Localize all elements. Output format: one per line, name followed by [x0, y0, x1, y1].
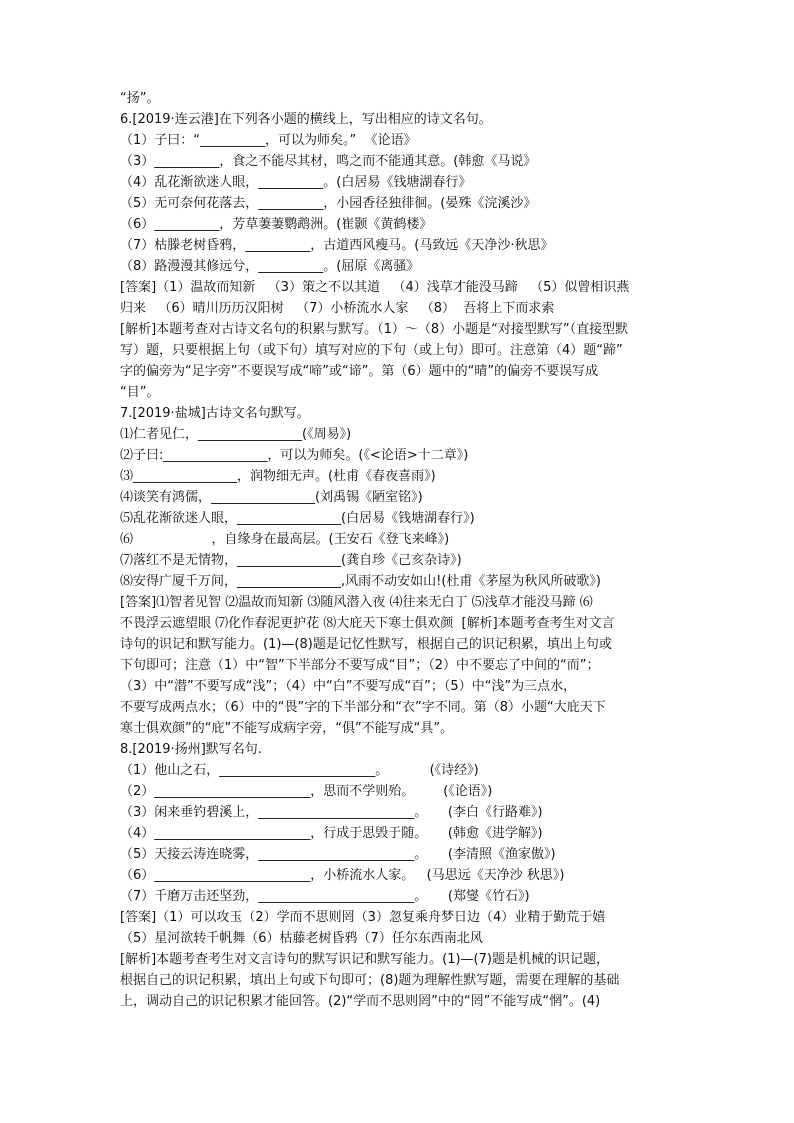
text-line: 根据自己的识记积累，填出上句或下句即可；(8)题为理解性默写题，需要在理解的基础 [120, 973, 620, 988]
text-line: （5）无可奈何花落去，__________，小园香径独徘徊。(晏殊《浣溪沙》 [120, 196, 537, 211]
text-line: 6.[2019·连云港]在下列各小题的横线上，写出相应的诗文名句。 [120, 112, 492, 127]
text-line: 寒士俱欢颜”的“庇”不能写成病字旁，“俱”不能写成“具”。 [120, 721, 454, 736]
text-line: 不要写成两点水；（6）中的“畏”字的下半部分和“衣”字不同。第（8）小题“大庇天下 [120, 700, 606, 715]
text-line: 诗句的识记和默写能力。(1)—(8)题是记忆性默写，根据自己的识记积累，填出上句或 [120, 637, 612, 652]
text-line: （7）千磨万击还坚劲，________________________。 (郑燮《竹石》) [120, 889, 530, 904]
text-line: ⑷谈笑有鸿儒，________________(刘禹锡《陋室铭》) [120, 490, 423, 505]
text-line: ⑹ ，自缘身在最高层。(王安石《登飞来峰》) [120, 532, 450, 547]
document-body [120, 88, 680, 1012]
text-line: （8）路漫漫其修远兮，__________。(屈原《离骚》 [120, 259, 420, 274]
text-line: （3）中“潜”不要写成“浅”；（4）中“白”不要写成“百”；（5）中“浅”为三点水， [120, 679, 577, 694]
text-line: （4）________________________，行成于思毁于随。 (韩愈《进学解》) [120, 826, 543, 841]
text-line: （1）子曰：“__________，可以为师矣。” 《论语》 [120, 133, 417, 148]
text-line: （2）________________________，思而不学则殆。 (《论语》) [120, 784, 493, 799]
text-line: （7）枯滕老树昏鸦，__________，古道西风瘦马。(马致远《天净沙·秋思》 [120, 238, 554, 253]
text-line: [答案]（1）可以攻玉（2）学而不思则罔（3）忽复乘舟梦日边（4）业精于勤荒于嬉 [120, 910, 606, 925]
text-line: [解析]本题考查对古诗文名句的积累与默写。（1）～（8）小题是“对接型默写”（直接型默 [120, 322, 629, 337]
text-line: [答案]（1）温故而知新 （3）策之不以其道 （4）浅草才能没马蹄 （5）似曾相识燕 [120, 280, 630, 295]
text-line: （6）________________________，小桥流水人家。 (马思远《天净沙 秋思》) [120, 868, 565, 883]
text-line: 字的偏旁为“足字旁”不要误写成“啼”或“谛”。第（6）题中的“晴”的偏旁不要误写成 [120, 364, 599, 379]
text-line: ⑺落红不是无情物，________________(龚自珍《己亥杂诗》) [120, 553, 462, 568]
text-line: ⑶________________，润物细无声。(杜甫《春夜喜雨》) [120, 469, 436, 484]
text-line: （3）__________，食之不能尽其材，鸣之而不能通其意。(韩愈《马说》 [120, 154, 537, 169]
text-line: ⑵子曰:________________，可以为师矣。(《<论语>十二章》) [120, 448, 469, 463]
text-line: （4）乱花渐欲迷人眼，__________。(白居易《钱塘湖春行》 [120, 175, 472, 190]
text-line: 下句即可；注意（1）中“智”下半部分不要写成“目”；（2）中不要忘了中间的“而”； [120, 658, 600, 673]
text-line: （5）星河欲转千帆舞（6）枯藤老树昏鸦（7）任尔东西南北风 [120, 931, 483, 946]
text-line: （1）他山之石，________________________。 (《诗经》) [120, 763, 479, 778]
text-line: 不畏浮云遮望眼 ⑺化作春泥更护花 ⑻大庇天下寒士俱欢颜 [解析]本题考查考生对文言 [120, 616, 615, 631]
text-line: “目”。 [120, 385, 160, 400]
text-line: （3）闲来垂钓碧溪上，________________________。 (李白《行路难》) [120, 805, 543, 820]
text-line: （6）__________，芳草萋萋鹦鹉洲。(崔颢《黄鹤楼》 [120, 217, 433, 232]
text-line: （5）天接云涛连晓雾，________________________。 (李清照《渔家傲》) [120, 847, 556, 862]
text-line: 7.[2019·盐城]古诗文名句默写。 [120, 406, 310, 421]
text-line: ⑻安得广厦千万间，________________,风雨不动安如山!(杜甫《茅屋为秋风所破歌》) [120, 574, 601, 589]
text-line: “扬”。 [120, 91, 160, 106]
text-line: 8.[2019·扬州]默写名句. [120, 742, 262, 757]
text-line: [答案]⑴智者见智 ⑵温故而知新 ⑶随风潜入夜 ⑷往来无白丁 ⑸浅草才能没马蹄 ⑹ [120, 595, 593, 610]
text-line: ⑸乱花渐欲迷人眼，________________(白居易《钱塘湖春行》) [120, 511, 475, 526]
text-line: 写）题，只要根据上句（或下句）填写对应的下句（或上句）即可。注意第（4）题“蹄” [120, 343, 623, 358]
text-line: ⑴仁者见仁，________________(《周易》) [120, 427, 352, 442]
text-line: 上，调动自己的识记积累才能回答。(2)“学而不思则罔”中的“罔”不能写成“惘”。(4) [120, 994, 601, 1009]
text-line: [解析]本题考查考生对文言诗句的默写识记和默写能力。(1)—(7)题是机械的识记题， [120, 952, 609, 967]
text-line: 归来 （6）晴川历历汉阳树 （7）小桥流水人家 （8） 吾将上下而求索 [120, 301, 555, 316]
